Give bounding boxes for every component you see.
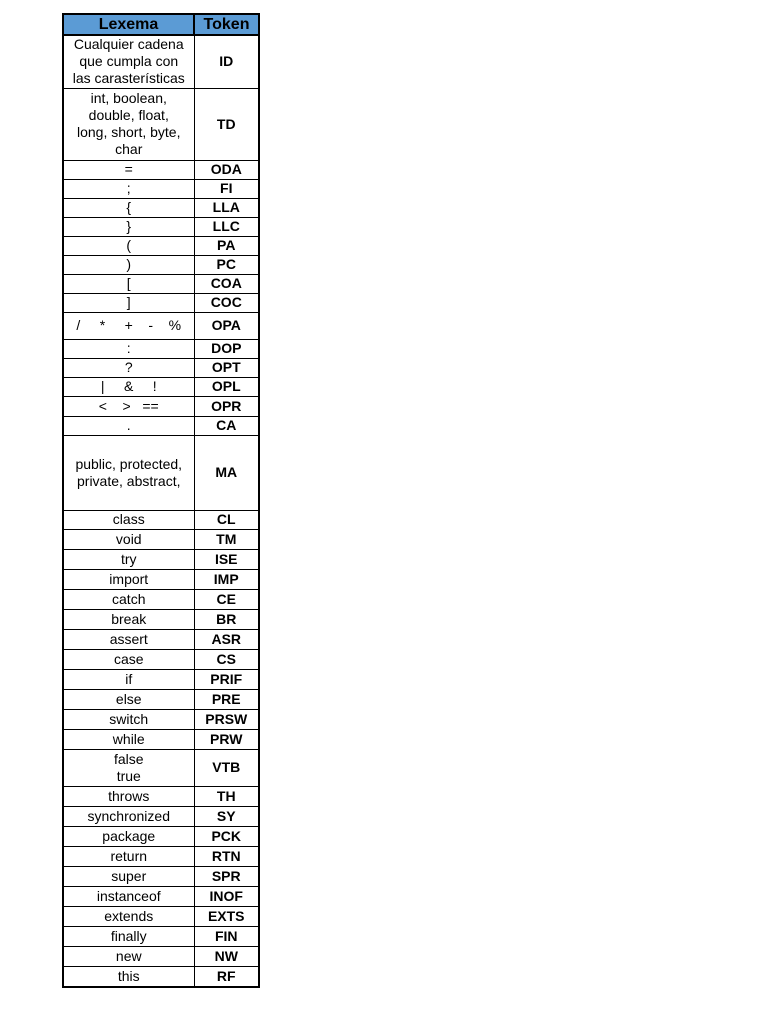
table-row xyxy=(63,529,259,549)
lexema-cell: throws xyxy=(63,786,194,806)
table-row xyxy=(63,160,259,179)
lexema-cell: this xyxy=(63,966,194,987)
token-cell: RTN xyxy=(194,846,259,866)
token-cell: PC xyxy=(194,255,259,274)
token-cell: OPL xyxy=(194,377,259,396)
lexema-cell: Cualquier cadena que cumpla con las carasterísticas xyxy=(63,35,194,88)
table-row xyxy=(63,179,259,198)
lexema-cell: void xyxy=(63,529,194,549)
lexema-cell: ? xyxy=(63,358,194,377)
token-cell: CE xyxy=(194,589,259,609)
token-cell: ASR xyxy=(194,629,259,649)
lexema-cell: = xyxy=(63,160,194,179)
token-cell: ODA xyxy=(194,160,259,179)
token-cell: RF xyxy=(194,966,259,987)
lexema-cell: / * + - % xyxy=(63,312,194,339)
table-row xyxy=(63,274,259,293)
table-row xyxy=(63,806,259,826)
token-cell: SY xyxy=(194,806,259,826)
lexema-cell: catch xyxy=(63,589,194,609)
table-row xyxy=(63,589,259,609)
table-row xyxy=(63,435,259,510)
table-row xyxy=(63,88,259,160)
token-cell: CS xyxy=(194,649,259,669)
lexema-cell: ) xyxy=(63,255,194,274)
lexema-cell: package xyxy=(63,826,194,846)
table-row xyxy=(63,786,259,806)
token-cell: CL xyxy=(194,510,259,529)
token-cell: FIN xyxy=(194,926,259,946)
token-cell: IMP xyxy=(194,569,259,589)
header-row xyxy=(63,14,259,35)
token-cell: TM xyxy=(194,529,259,549)
token-cell: PRE xyxy=(194,689,259,709)
lexema-cell: finally xyxy=(63,926,194,946)
table-row xyxy=(63,649,259,669)
table-row xyxy=(63,689,259,709)
table-row xyxy=(63,886,259,906)
table-row xyxy=(63,339,259,358)
token-cell: COC xyxy=(194,293,259,312)
token-cell: OPR xyxy=(194,396,259,416)
table-row xyxy=(63,966,259,987)
lexema-cell: switch xyxy=(63,709,194,729)
lexema-cell: : xyxy=(63,339,194,358)
token-cell: DOP xyxy=(194,339,259,358)
token-cell: OPT xyxy=(194,358,259,377)
lexema-cell: new xyxy=(63,946,194,966)
table-row xyxy=(63,749,259,786)
lexema-cell: ; xyxy=(63,179,194,198)
token-cell: FI xyxy=(194,179,259,198)
table-row xyxy=(63,35,259,88)
lexema-cell: class xyxy=(63,510,194,529)
table-row xyxy=(63,946,259,966)
token-cell: OPA xyxy=(194,312,259,339)
token-cell: INOF xyxy=(194,886,259,906)
token-cell: LLA xyxy=(194,198,259,217)
token-cell: LLC xyxy=(194,217,259,236)
lexema-cell: instanceof xyxy=(63,886,194,906)
token-cell: CA xyxy=(194,416,259,435)
table-row xyxy=(63,826,259,846)
token-cell: NW xyxy=(194,946,259,966)
lexema-cell: import xyxy=(63,569,194,589)
lexema-cell: break xyxy=(63,609,194,629)
lexema-cell: int, boolean, double, float, long, short, byte, char xyxy=(63,88,194,160)
table-row xyxy=(63,549,259,569)
table-row xyxy=(63,416,259,435)
lexema-cell: public, protected, private, abstract, xyxy=(63,435,194,510)
table-row xyxy=(63,358,259,377)
table-row xyxy=(63,866,259,886)
token-cell: PRW xyxy=(194,729,259,749)
lexema-cell: { xyxy=(63,198,194,217)
token-cell: BR xyxy=(194,609,259,629)
table-row xyxy=(63,293,259,312)
lexema-cell: return xyxy=(63,846,194,866)
table-row xyxy=(63,312,259,339)
lexema-cell: while xyxy=(63,729,194,749)
lexema-cell: if xyxy=(63,669,194,689)
table-row xyxy=(63,669,259,689)
lexema-cell: | & ! xyxy=(63,377,194,396)
token-cell: ISE xyxy=(194,549,259,569)
table-row xyxy=(63,198,259,217)
table-row xyxy=(63,629,259,649)
token-cell: VTB xyxy=(194,749,259,786)
lexeme-token-table xyxy=(62,13,260,988)
table-row xyxy=(63,846,259,866)
lexema-cell: false true xyxy=(63,749,194,786)
table-row xyxy=(63,926,259,946)
lexema-cell: try xyxy=(63,549,194,569)
lexema-cell: case xyxy=(63,649,194,669)
lexema-cell: ] xyxy=(63,293,194,312)
token-cell: MA xyxy=(194,435,259,510)
table-row xyxy=(63,906,259,926)
table-row xyxy=(63,609,259,629)
table-row xyxy=(63,236,259,255)
token-cell: TH xyxy=(194,786,259,806)
table-row xyxy=(63,709,259,729)
token-cell: TD xyxy=(194,88,259,160)
token-cell: COA xyxy=(194,274,259,293)
lexema-cell: ( xyxy=(63,236,194,255)
token-cell: SPR xyxy=(194,866,259,886)
token-cell: EXTS xyxy=(194,906,259,926)
table-body xyxy=(63,35,259,987)
lexeme-token-sheet xyxy=(62,13,260,988)
token-cell: PA xyxy=(194,236,259,255)
lexema-cell: synchronized xyxy=(63,806,194,826)
token-cell: PRIF xyxy=(194,669,259,689)
token-cell: PRSW xyxy=(194,709,259,729)
lexema-cell: else xyxy=(63,689,194,709)
table-row xyxy=(63,729,259,749)
table-row xyxy=(63,569,259,589)
lexema-cell: extends xyxy=(63,906,194,926)
lexema-cell: assert xyxy=(63,629,194,649)
lexema-cell: . xyxy=(63,416,194,435)
table-row xyxy=(63,396,259,416)
token-cell: PCK xyxy=(194,826,259,846)
token-cell: ID xyxy=(194,35,259,88)
lexema-cell: < > == xyxy=(63,396,194,416)
lexema-cell: super xyxy=(63,866,194,886)
lexema-cell: } xyxy=(63,217,194,236)
table-row xyxy=(63,510,259,529)
token-column-header: Token xyxy=(194,14,259,35)
table-row xyxy=(63,255,259,274)
lexema-cell: [ xyxy=(63,274,194,293)
table-row xyxy=(63,217,259,236)
table-row xyxy=(63,377,259,396)
lexema-column-header: Lexema xyxy=(63,14,194,35)
